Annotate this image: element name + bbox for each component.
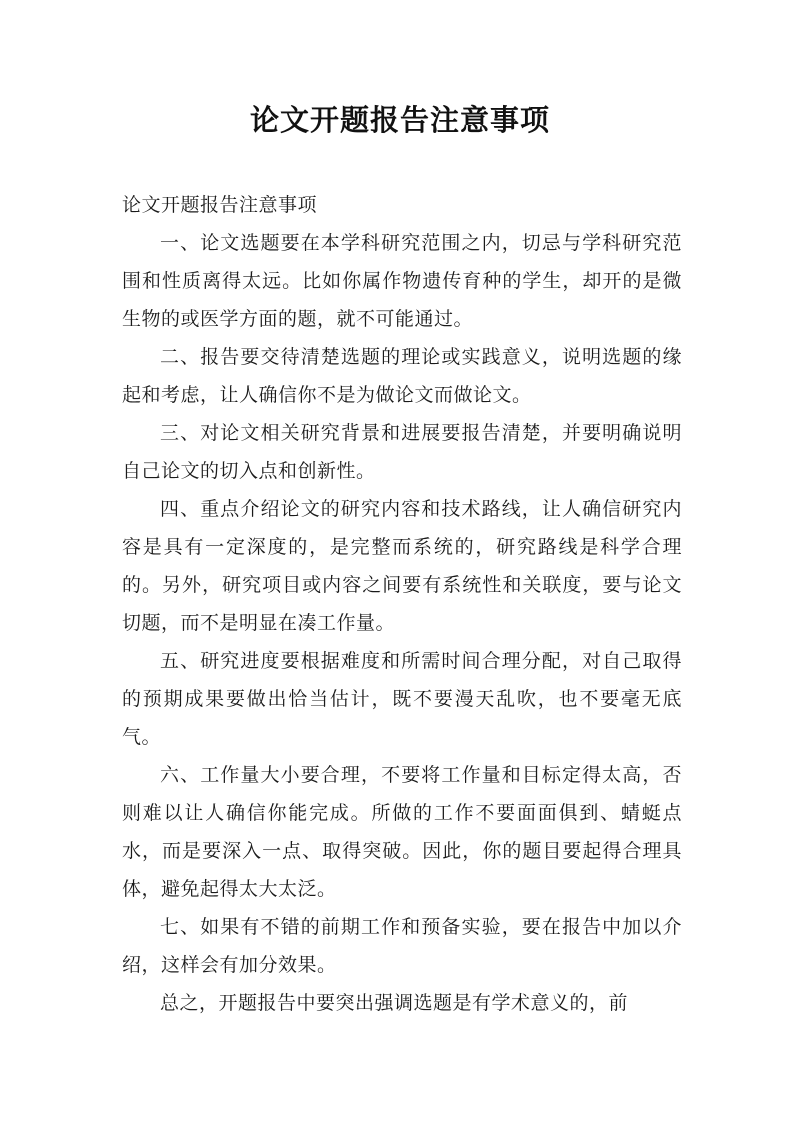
document-title: 论文开题报告注意事项	[249, 103, 550, 137]
paragraph-5: 五、研究进度要根据难度和所需时间合理分配，对自己取得的预期成果要做出恰当估计，既不要漫天乱吹，也不要毫无底气。	[122, 650, 682, 748]
paragraph-2: 二、报告要交待清楚选题的理论或实践意义，说明选题的缘起和考虑，让人确信你不是为做论文而做论文。	[122, 346, 682, 406]
paragraph-6: 六、工作量大小要合理，不要将工作量和目标定得太高，否则难以让人确信你能完成。所做的工作不要面面俱到、蜻蜓点水，而是要深入一点、取得突破。因此，你的题目要起得合理具体，避免起得太大太泛。	[122, 764, 682, 900]
paragraph-3: 三、对论文相关研究背景和进展要报告清楚，并要明确说明自己论文的切入点和创新性。	[122, 422, 682, 482]
paragraph-8: 总之，开题报告中要突出强调选题是有学术意义的，前	[160, 992, 629, 1014]
paragraph-7: 七、如果有不错的前期工作和预备实验，要在报告中加以介绍，这样会有加分效果。	[122, 916, 682, 976]
document-body	[122, 186, 682, 1022]
document-subtitle: 论文开题报告注意事项	[122, 194, 318, 216]
paragraph-1: 一、论文选题要在本学科研究范围之内，切忌与学科研究范围和性质离得太远。比如你属作物遗传育种的学生，却开的是微生物的或医学方面的题，就不可能通过。	[122, 232, 682, 330]
paragraph-4: 四、重点介绍论文的研究内容和技术路线，让人确信研究内容是具有一定深度的，是完整而系统的，研究路线是科学合理的。另外，研究项目或内容之间要有系统性和关联度，要与论文切题，而不是明显在凑工作量。	[122, 498, 682, 634]
